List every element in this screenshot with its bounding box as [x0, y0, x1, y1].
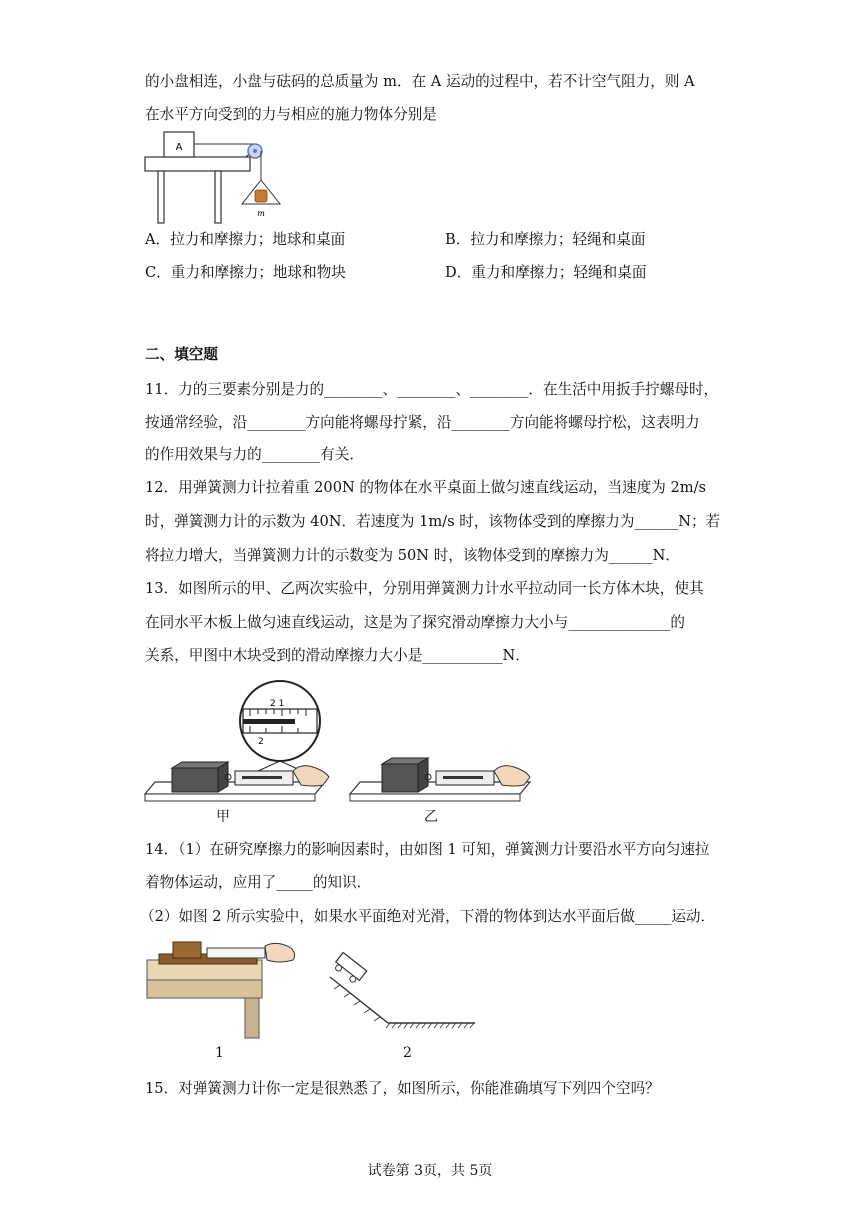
- spring-scale: [207, 948, 265, 958]
- section-title: 二、填空题: [145, 346, 218, 363]
- q13-line-2: 在同水平木板上做匀速直线运动，这是为了探究滑动摩擦力大小与______________的: [145, 614, 685, 631]
- q10-option-d[interactable]: D．重力和摩擦力；轻绳和桌面: [445, 264, 647, 281]
- q14-figure-2-label: 2: [403, 1045, 412, 1061]
- q14-line-1: 14．（1）在研究摩擦力的影响因素时，由如图 1 可知，弹簧测力计要沿水平方向匀速拉: [145, 841, 710, 858]
- magnifier-top-digits: 2 1: [270, 699, 285, 709]
- q13-line-1: 13．如图所示的甲、乙两次实验中，分别用弹簧测力计水平拉动同一长方体木块，使其: [145, 580, 704, 597]
- table-leg-left: [158, 171, 164, 223]
- q14-figure-2: [320, 955, 480, 1035]
- q13-caption-right: 乙: [424, 809, 438, 825]
- q11-line-3: 的作用效果与力的________有关．: [145, 446, 364, 463]
- q14-line-2: 着物体运动，应用了_____的知识．: [145, 874, 372, 891]
- hand: [265, 943, 295, 962]
- q14-figure-1-label: 1: [215, 1045, 224, 1061]
- ramp: [330, 977, 388, 1023]
- q12-line-3: 将拉力增大，当弹簧测力计的示数变为 50N 时，该物体受到的摩擦力为______N．: [145, 547, 680, 564]
- q10-option-b[interactable]: B．拉力和摩擦力；轻绳和桌面: [445, 231, 646, 248]
- q11-line-1: 11．力的三要素分别是力的________、________、________．在生活中用扳手拧螺母时，: [145, 381, 719, 398]
- q10-table-pulley-figure: [140, 128, 290, 228]
- q15-line-1: 15．对弹簧测力计你一定是很熟悉了，如图所示，你能准确填写下列四个空吗？: [145, 1080, 660, 1097]
- weight-icon: [255, 190, 267, 202]
- q12-line-1: 12．用弹簧测力计拉着重 200N 的物体在水平桌面上做匀速直线运动，当速度为 2m/s: [145, 479, 707, 496]
- wood-block: [173, 942, 201, 958]
- q13-caption-left: 甲: [216, 809, 230, 825]
- q10-line-1: 的小盘相连，小盘与砝码的总质量为 m．在 A 运动的过程中，若不计空气阻力，则 A: [145, 73, 695, 90]
- q13-spring-scale-figure: [140, 676, 560, 806]
- mass-label: m: [257, 209, 265, 218]
- q13-line-3: 关系，甲图中木块受到的滑动摩擦力大小是___________N．: [145, 647, 530, 664]
- q10-line-2: 在水平方向受到的力与相应的施力物体分别是: [145, 106, 437, 123]
- page-footer: 试卷第 3页，共 5页: [367, 1163, 493, 1179]
- q12-line-2: 时，弹簧测力计的示数为 40N．若速度为 1m/s 时，该物体受到的摩擦力为______N；若: [145, 513, 721, 530]
- desk-leg: [245, 998, 259, 1038]
- table-leg-right: [215, 171, 221, 223]
- q14-line-3: （2）如图 2 所示实验中，如果水平面绝对光滑，下滑的物体到达水平面后做_____运动．: [140, 908, 716, 925]
- magnifier-bottom-digit: 2: [258, 737, 264, 747]
- block-a-label: A: [175, 142, 183, 153]
- q14-figure-1: [145, 940, 315, 1040]
- wood-block-right: [382, 764, 418, 792]
- q10-option-c[interactable]: C．重力和摩擦力；地球和物块: [145, 264, 346, 281]
- cart-icon: [332, 953, 367, 986]
- q10-option-a[interactable]: A．拉力和摩擦力；地球和桌面: [145, 231, 346, 248]
- wood-block-left: [172, 768, 218, 792]
- table-top: [145, 157, 250, 171]
- q11-line-2: 按通常经验，沿________方向能将螺母拧紧，沿________方向能将螺母拧松，这表明力: [145, 414, 700, 431]
